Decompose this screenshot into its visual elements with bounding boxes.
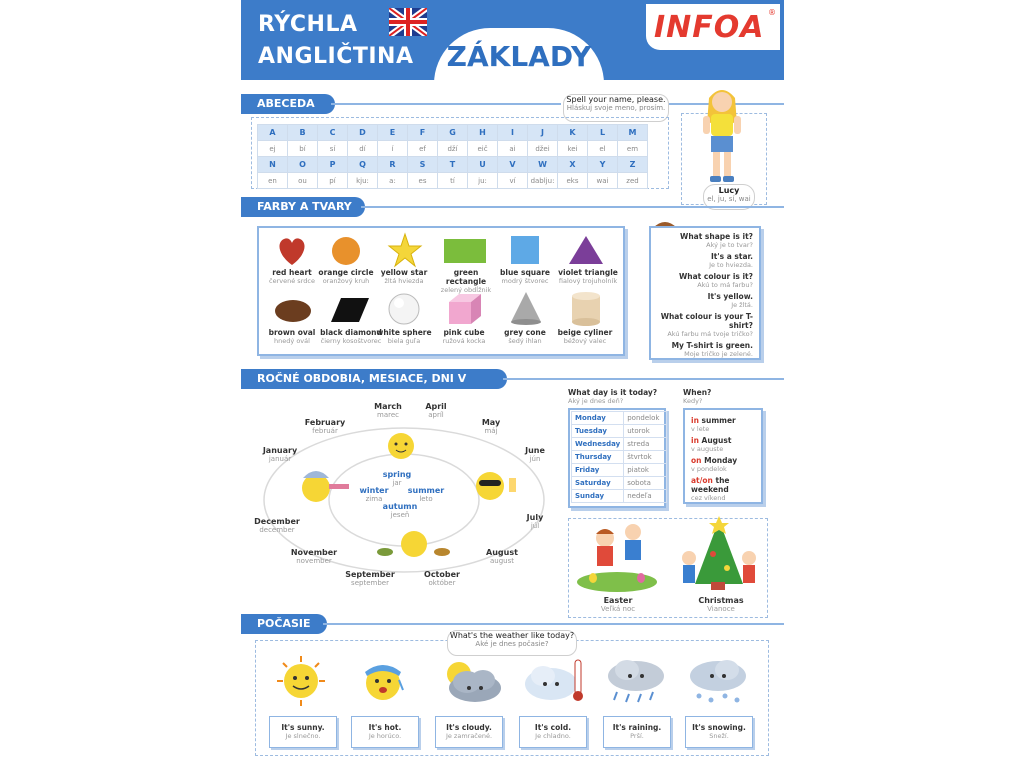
logo-registered-mark: ® [768, 8, 776, 17]
spring-sun-icon [388, 433, 414, 459]
when-question: When? Kedy? [683, 388, 712, 405]
weather-label: It's snowing. Sneží. [685, 716, 753, 748]
shape-label: violet triangle fialový trojuholník [558, 268, 618, 285]
month-label: May máj [481, 418, 501, 435]
sun-icon [271, 654, 331, 708]
letters-row: A B C D E F G H I J K L M [258, 125, 648, 141]
month-label: April apríl [425, 402, 447, 419]
shape-label: orange circle oranžový kruh [318, 268, 374, 285]
lucy-figure-icon [699, 84, 745, 188]
star-icon [387, 232, 423, 268]
section-heading-weather: POČASIE [241, 614, 327, 634]
header-banner [241, 0, 784, 80]
day-row: Tuesday utorok [572, 425, 667, 438]
shape-label: black diamond čierny kosoštvorec [320, 328, 382, 345]
month-label: August august [486, 548, 518, 565]
day-row: Wednesday streda [572, 438, 667, 451]
season-label: winter zima [359, 486, 389, 503]
title-line-1: RÝCHLA [258, 12, 358, 37]
month-label: January január [262, 446, 298, 463]
shape-label: grey cone šedý ihlan [504, 328, 546, 345]
subtitle: ZÁKLADY [446, 40, 592, 73]
oval-icon [273, 298, 313, 324]
day-row: Sunday nedeľa [572, 490, 667, 503]
summer-sun-icon [476, 472, 516, 500]
rain-cloud-icon [601, 654, 671, 708]
subtitle-tab [434, 28, 604, 84]
day-row: Thursday štvrtok [572, 451, 667, 464]
season-label: summer leto [407, 486, 445, 503]
name-spelling: el, ju, sí, wai [707, 195, 751, 203]
pronunciation-row: en ou pí kju: a: es tí ju: ví dablju: eks wai zed [258, 173, 648, 189]
month-label: June jún [525, 446, 545, 463]
section-heading-seasons: ROČNÉ OBDOBIA, MESIACE, DNI V TÝŽDNI [241, 369, 507, 389]
logo-text: INFOA [654, 10, 765, 45]
shape-label: pink cube ružová kocka [442, 328, 486, 345]
dialogue-line: What shape is it? [680, 232, 753, 241]
section-heading-alphabet: ABECEDA [241, 94, 335, 114]
bubble-english: Spell your name, please. [566, 95, 666, 104]
month-label: July júl [526, 513, 544, 530]
dialogue-line: It's a star. [710, 252, 753, 261]
shape-label: red heart červené srdce [269, 268, 315, 285]
dialogue-line: My T-shirt is green. [671, 341, 753, 350]
letters-row: N O P Q R S T U V W X Y Z [258, 157, 648, 173]
sphere-icon [387, 292, 421, 326]
autumn-sun-icon [377, 531, 450, 557]
dialogue-line: What colour is your T-shirt? [660, 312, 753, 330]
dialogue-line: It's yellow. [707, 292, 753, 301]
season-label: autumn jeseň [382, 502, 418, 519]
cloud-icon [437, 654, 507, 708]
days-table [571, 411, 667, 503]
heart-icon [275, 234, 309, 268]
pronunciation-row: ej bí sí dí í ef dží eič ai džei kei el em [258, 141, 648, 157]
holiday-label: Easter Veľká noc [600, 596, 636, 613]
cube-icon [447, 292, 483, 326]
weather-label: It's cold. Je chladno. [519, 716, 587, 748]
shape-label: brown oval hnedý ovál [268, 328, 316, 345]
title-line-2: ANGLIČTINA [258, 44, 414, 69]
weather-label: It's hot. Je horúco. [351, 716, 419, 748]
day-row: Monday pondelok [572, 412, 667, 425]
shape-label: blue square modrý štvorec [500, 268, 550, 285]
cold-cloud-icon [519, 654, 589, 708]
shape-label: yellow star žltá hviezda [380, 268, 428, 285]
month-label: March marec [374, 402, 402, 419]
weather-bubble: What's the weather like today? Aké je dnes počasie? [447, 630, 577, 656]
diamond-icon [329, 296, 371, 324]
weather-label: It's cloudy. Je zamračené. [435, 716, 503, 748]
circle-icon [329, 234, 363, 268]
month-label: November november [290, 548, 338, 565]
hot-sun-icon [353, 654, 413, 708]
shape-label: green rectangle zelený obdĺžnik [440, 268, 492, 294]
divider [331, 103, 561, 105]
month-label: September september [345, 570, 395, 587]
shapes-panel [257, 226, 625, 356]
weather-label: It's raining. Prší. [603, 716, 671, 748]
shape-label: white sphere biela guľa [376, 328, 432, 345]
alphabet-table [257, 124, 648, 189]
day-row: Friday piatok [572, 464, 667, 477]
snow-cloud-icon [683, 654, 753, 708]
shape-label: beige cyliner béžový valec [557, 328, 613, 345]
rectangle-icon [443, 238, 487, 264]
infoa-logo [646, 4, 780, 50]
section-heading-shapes: FARBY A TVARY [241, 197, 365, 217]
month-label: February február [304, 418, 346, 435]
days-question: What day is it today? Aký je dnes deň? [568, 388, 658, 405]
poster-page [241, 0, 784, 768]
weather-label: It's sunny. Je slnečno. [269, 716, 337, 748]
divider [361, 206, 784, 208]
square-icon [509, 234, 541, 266]
name-english: Lucy [718, 186, 740, 195]
month-label: October október [424, 570, 460, 587]
cone-icon [509, 290, 543, 326]
winter-sun-icon [302, 471, 349, 502]
season-label: spring jar [382, 470, 412, 487]
month-label: December december [254, 517, 300, 534]
cylinder-icon [569, 290, 603, 326]
triangle-icon [567, 234, 605, 266]
when-panel: in summer v lete in August v auguste on Monday v pondelok at/on the weekend cez víkend [683, 408, 763, 504]
shapes-dialogue: What shape is it? Aký je to tvar? It's a star. Je to hviezda. What colour is it? Akú to má farbu? It's yellow. Je žltá. What colour is your T-shirt? Akú farbu má tvoje tričko? My T-shirt is green. Moje tričko je zelené. [649, 226, 761, 360]
easter-illustration-icon [575, 516, 659, 594]
christmas-illustration-icon [677, 514, 761, 594]
uk-flag-icon [389, 8, 427, 36]
dialogue-line: What colour is it? [679, 272, 753, 281]
divider [323, 623, 784, 625]
holiday-label: Christmas Vianoce [698, 596, 744, 613]
bubble-slovak: Hláskuj svoje meno, prosím. [566, 104, 666, 112]
divider [503, 378, 784, 380]
day-row: Saturday sobota [572, 477, 667, 490]
